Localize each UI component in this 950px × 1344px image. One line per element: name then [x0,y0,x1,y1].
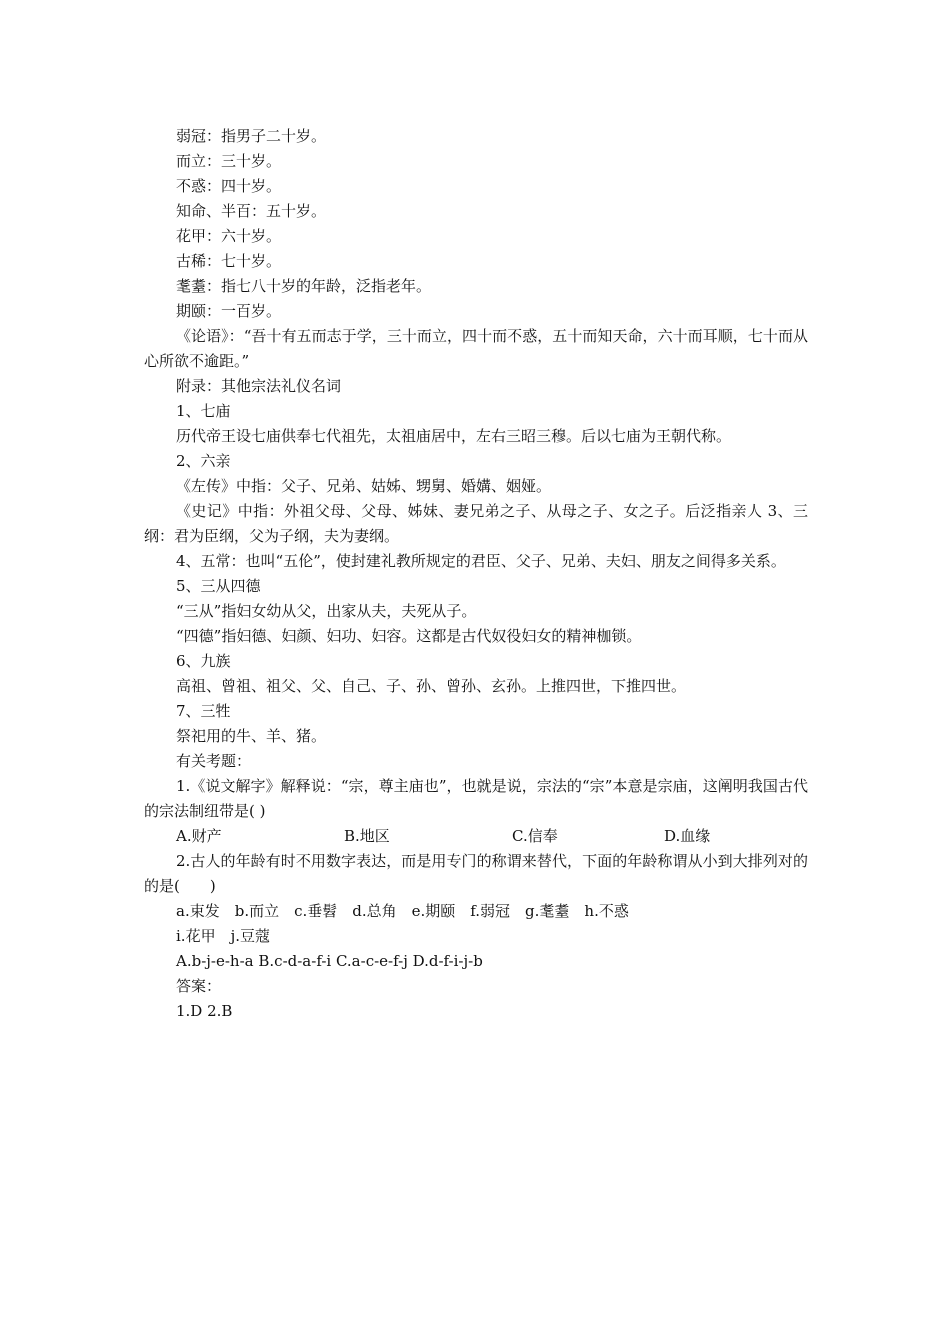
appendix-heading: 附录：其他宗法礼仪名词 [176,377,342,395]
lunyu-quote: 《论语》：“吾十有五而志于学，三十而立，四十而不惑，五十而知天命，六十而耳顺，七十而从心所欲不逾距。” [144,327,808,370]
text-line: 弱冠：指男子二十岁。 [176,127,327,145]
text-line: 不惑：四十岁。 [176,177,282,195]
text-line: 耄耋：指七八十岁的年龄，泛指老年。 [176,277,432,295]
option-c: C.信奉 [512,827,558,845]
text-paragraph: 《史记》中指：外祖父母、父母、姊妹、妻兄弟之子、从母之子、女之子。后泛指亲人 3、三纲：君为臣纲，父为子纲，夫为妻纲。 [144,502,808,545]
text-line: “四德”指妇德、妇颜、妇功、妇容。这都是古代奴役妇女的精神枷锁。 [176,627,642,645]
option-b: B.地区 [344,827,390,845]
question-1: 1.《说文解字》解释说：“宗，尊主庙也”，也就是说，宗法的“宗”本意是宗庙，这阐明我国古代的宗法制纽带是( ) [144,777,808,820]
text-line: 《左传》中指：父子、兄弟、姑姊、甥舅、婚媾、姻娅。 [176,477,552,495]
option-a: A.财产 [176,827,222,845]
answer-label: 答案： [176,977,222,995]
question-2-items: i.花甲 j.豆蔻 [176,927,270,945]
text-line: 祭祀用的牛、羊、猪。 [176,727,327,745]
answer-text: 1.D 2.B [176,1002,233,1020]
option-d: D.血缘 [664,827,711,845]
exam-heading: 有关考题： [176,752,252,770]
text-line: “三从”指妇女幼从父，出家从夫，夫死从子。 [176,602,477,620]
text-line: 期颐：一百岁。 [176,302,282,320]
section-heading: 5、三从四德 [176,577,261,595]
text-line: 花甲：六十岁。 [176,227,282,245]
text-line: 古稀：七十岁。 [176,252,282,270]
question-2: 2.古人的年龄有时不用数字表达，而是用专门的称谓来替代，下面的年龄称谓从小到大排列对的的是( ) [144,852,808,895]
section-heading: 1、七庙 [176,402,231,420]
document-body [144,124,808,1024]
section-heading: 6、九族 [176,652,231,670]
text-paragraph: 4、五常：也叫“五伦”，使封建礼教所规定的君臣、父子、兄弟、夫妇、朋友之间得多关系。 [176,552,786,570]
question-1-options [144,824,808,849]
question-2-items: a.束发 b.而立 c.垂髫 d.总角 e.期颐 f.弱冠 g.耄耋 h.不惑 [176,902,629,920]
text-line: 而立：三十岁。 [176,152,282,170]
text-line: 知命、半百：五十岁。 [176,202,327,220]
text-line: 历代帝王设七庙供奉七代祖先，太祖庙居中，左右三昭三穆。后以七庙为王朝代称。 [176,427,732,445]
question-2-options: A.b-j-e-h-a B.c-d-a-f-i C.a-c-e-f-j D.d-f-i-j-b [176,952,483,970]
section-heading: 7、三牲 [176,702,231,720]
section-heading: 2、六亲 [176,452,231,470]
text-line: 高祖、曾祖、祖父、父、自己、子、孙、曾孙、玄孙。上推四世，下推四世。 [176,677,687,695]
